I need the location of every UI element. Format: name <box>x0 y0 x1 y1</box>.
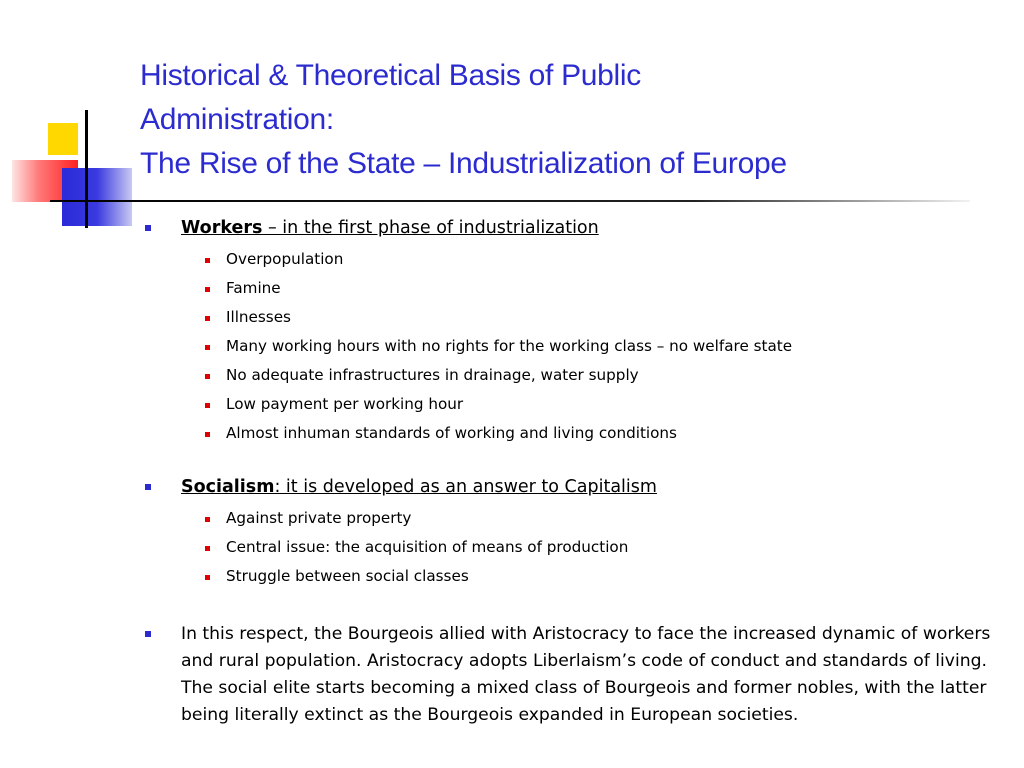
square-bullet-icon <box>205 287 210 292</box>
section-heading-bold: Workers <box>181 218 263 238</box>
square-bullet-icon <box>205 575 210 580</box>
section-heading <box>181 218 599 238</box>
list-item-text: Low payment per working hour <box>226 395 464 413</box>
square-bullet-icon <box>205 345 210 350</box>
decor-blue-square <box>62 168 132 226</box>
list-item <box>181 332 1018 361</box>
list-item-text: No adequate infrastructures in drainage, water supply <box>226 366 639 384</box>
square-bullet-icon <box>205 316 210 321</box>
socialism-list <box>181 504 1018 591</box>
section-conclusion <box>143 621 1018 729</box>
list-item <box>181 562 1018 591</box>
title-divider <box>50 200 970 202</box>
list-item <box>181 303 1018 332</box>
square-bullet-icon <box>205 432 210 437</box>
decor-vertical-line <box>85 110 88 228</box>
workers-list <box>181 245 1018 448</box>
square-bullet-icon <box>145 225 151 231</box>
square-bullet-icon <box>145 484 151 490</box>
list-item <box>181 533 1018 562</box>
section-heading <box>181 477 657 497</box>
section-workers <box>143 215 1018 448</box>
slide-body <box>143 210 1018 729</box>
title-line-2: Administration: <box>140 103 334 136</box>
list-item-text: Famine <box>226 279 281 297</box>
list-item <box>181 274 1018 303</box>
list-item <box>181 504 1018 533</box>
slide-title <box>140 54 1000 186</box>
section-heading-rest: – in the first phase of industrialization <box>262 218 599 238</box>
list-item <box>181 419 1018 448</box>
list-item-text: Struggle between social classes <box>226 567 469 585</box>
conclusion-paragraph: In this respect, the Bourgeois allied with Aristocracy to face the increased dynamic of workers and rural population. Aristocracy adopts Liberlaism’s code of conduct and standards of living. The social elite starts becoming a mixed class of Bourgeois and former nobles, with the latter being literally extinct as the Bourgeois expanded in European societies. <box>181 624 991 725</box>
section-heading-rest: : it is developed as an answer to Capitalism <box>274 477 657 497</box>
square-bullet-icon <box>205 403 210 408</box>
square-bullet-icon <box>145 631 151 637</box>
square-bullet-icon <box>205 258 210 263</box>
list-item-text: Almost inhuman standards of working and living conditions <box>226 424 677 442</box>
list-item <box>181 245 1018 274</box>
list-item <box>181 361 1018 390</box>
section-heading-bold: Socialism <box>181 477 275 497</box>
decor-yellow-square <box>48 123 78 155</box>
square-bullet-icon <box>205 517 210 522</box>
list-item-text: Many working hours with no rights for the working class – no welfare state <box>226 337 793 355</box>
square-bullet-icon <box>205 374 210 379</box>
list-item-text: Overpopulation <box>226 250 344 268</box>
list-item <box>181 390 1018 419</box>
title-line-1: Historical & Theoretical Basis of Public <box>140 59 641 92</box>
square-bullet-icon <box>205 546 210 551</box>
section-socialism <box>143 474 1018 591</box>
title-line-3: The Rise of the State – Industrialization of Europe <box>140 147 787 180</box>
list-item-text: Central issue: the acquisition of means of production <box>226 538 629 556</box>
list-item-text: Against private property <box>226 509 412 527</box>
list-item-text: Illnesses <box>226 308 291 326</box>
